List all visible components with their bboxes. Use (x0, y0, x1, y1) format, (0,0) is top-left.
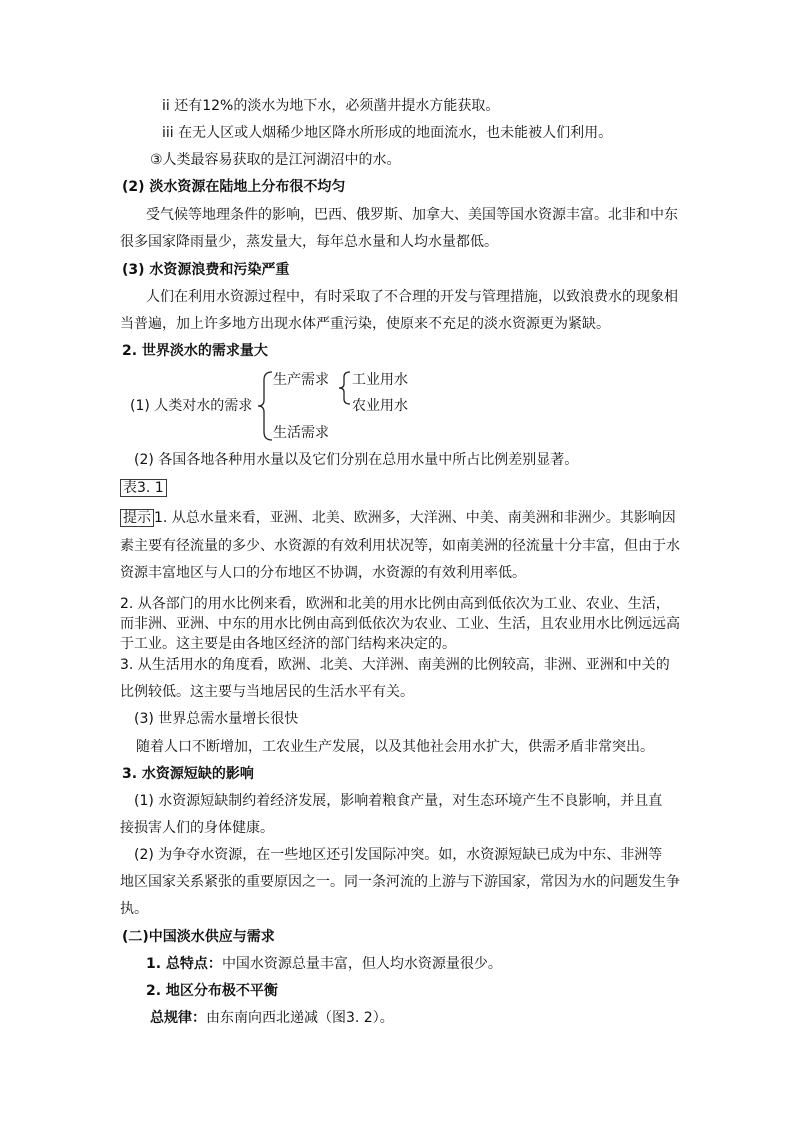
para-impact-1a: (1) 水资源短缺制约着经济发展，影响着粮食产量，对生态环境产生不良影响，并且直 (134, 793, 663, 809)
diagram-life-demand: 生活需求 (273, 425, 329, 441)
para-general-rule (150, 1008, 394, 1028)
brace-large (258, 372, 272, 440)
para-usage-differences: (2) 各国各地各种用水量以及它们分别在总用水量中所占比例差别显著。 (134, 452, 579, 468)
hint-line-3: 资源丰富地区与人口的分布地区不协调，水资源的有效利用率低。 (120, 565, 526, 581)
domestic-line-1: 3. 从生活用水的角度看，欧洲、北美、大洋洲、南美洲的比例较高，非洲、亚洲和中关的 (120, 657, 670, 673)
sector-line-3: 于工业。这主要是由各地区经济的部门结构来决定的。 (120, 636, 456, 652)
sector-line-2: 而非洲、亚洲、中东的用水比例由高到低依次为农业、工业、生活，且农业用水比例远远高 (120, 616, 680, 632)
heading-uneven-distribution: (2) 淡水资源在陆地上分布很不均匀 (122, 179, 346, 195)
diagram-production-demand: 生产需求 (273, 372, 329, 388)
general-rule-label: 总规律： (150, 1010, 206, 1026)
diagram-root-label: (1) 人类对水的需求 (130, 398, 253, 414)
hint-line-1 (120, 508, 676, 528)
heading-world-demand: 2. 世界淡水的需求量大 (122, 343, 268, 359)
heading-shortage-impact: 3. 水资源短缺的影响 (122, 766, 254, 782)
para-surface-runoff: iii 在无人区或人烟稀少地区降水所形成的地面流水，也未能被人们利用。 (162, 125, 613, 141)
para-rivers-lakes: ③人类最容易获取的是江河湖沼中的水。 (150, 152, 401, 168)
heading-waste-pollution: (3) 水资源浪费和污染严重 (122, 262, 290, 278)
para-demand-growth: (3) 世界总需水量增长很快 (134, 711, 299, 727)
hint-text-1: 1. 从总水量来看，亚洲、北美、欧洲多，大洋洲、中美、南美洲和非洲少。其影响因 (154, 510, 676, 526)
general-features-text: 中国水资源总量丰富，但人均水资源量很少。 (221, 956, 502, 972)
para-general-features (146, 954, 502, 974)
para-impact-2b: 地区国家关系紧张的重要原因之一。同一条河流的上游与下游国家，常因为水的问题发生争 (120, 874, 680, 890)
para-impact-2c: 执。 (120, 901, 148, 917)
general-features-label: 1. 总特点： (146, 956, 222, 972)
brace-small (339, 372, 350, 404)
sector-line-1: 2. 从各部门的用水比例来看，欧洲和北美的用水比例由高到低依次为工业、农业、生活， (120, 596, 670, 612)
hint-tag: 提示 (120, 509, 154, 527)
para-impact-2a: (2) 为争夺水资源，在一些地区还引发国际冲突。如，水资源短缺已成为中东、非洲等 (134, 847, 663, 863)
para-waste-1: 人们在利用水资源过程中，有时采取了不合理的开发与管理措施，以致浪费水的现象相 (146, 289, 678, 305)
table-tag-label: 表3. 1 (120, 479, 167, 497)
para-impact-1b: 接损害人们的身体健康。 (120, 820, 274, 836)
para-climate-1: 受气候等地理条件的影响，巴西、俄罗斯、加拿大、美国等国水资源丰富。北非和中东 (146, 207, 678, 223)
hint-line-2: 素主要有径流量的多少、水资源的有效利用状况等，如南美洲的径流量十分丰富，但由于水 (120, 538, 680, 554)
para-population-growth: 随着人口不断增加，工农业生产发展，以及其他社会用水扩大，供需矛盾非常突出。 (136, 739, 654, 755)
diagram-agricultural-water: 农业用水 (352, 398, 408, 414)
general-rule-text: 由东南向西北递减（图3. 2）。 (206, 1010, 394, 1026)
domestic-line-2: 比例较低。这主要与当地居民的生活水平有关。 (120, 684, 414, 700)
diagram-industrial-water: 工业用水 (352, 372, 408, 388)
heading-china-supply: (二)中国淡水供应与需求 (122, 929, 275, 945)
table-tag (120, 478, 167, 498)
para-groundwater: ii 还有12%的淡水为地下水，必须凿井提水方能获取。 (162, 98, 500, 114)
heading-regional-distribution: 2. 地区分布极不平衡 (146, 983, 278, 999)
para-waste-2: 当普遍，加上许多地方出现水体严重污染，使原来不充足的淡水资源更为紧缺。 (120, 316, 610, 332)
para-climate-2: 很多国家降雨量少，蒸发量大，每年总水量和人均水量都低。 (120, 234, 498, 250)
